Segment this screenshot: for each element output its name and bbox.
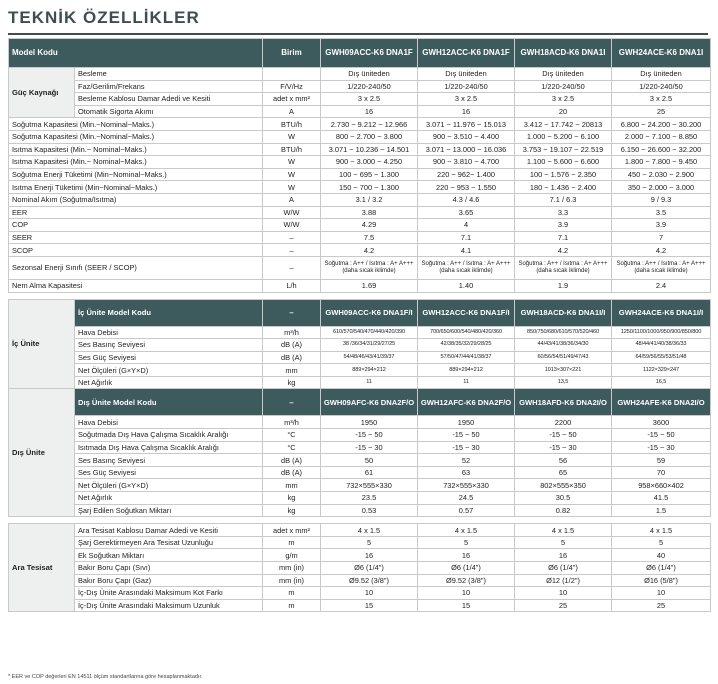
- table-row: [9, 156, 711, 169]
- row-value: 0.53: [321, 504, 418, 517]
- row-unit: W: [263, 181, 321, 194]
- row-value: 60/56/54/51/49/47/43: [515, 351, 612, 364]
- row-label: Bakır Boru Çapı (Sıvı): [75, 562, 263, 575]
- row-value: 958×660×402: [612, 479, 711, 492]
- row-value: Ø9.52 (3/8"): [321, 574, 418, 587]
- row-value: 3.5: [612, 206, 711, 219]
- row-unit: dB (A): [263, 351, 321, 364]
- row-unit: –: [263, 256, 321, 279]
- row-value: 70: [612, 466, 711, 479]
- row-value: 3.88: [321, 206, 418, 219]
- row-unit: m: [263, 536, 321, 549]
- row-unit: F/V/Hz: [263, 80, 321, 93]
- table-row: [9, 549, 711, 562]
- row-label: Bakır Boru Çapı (Gaz): [75, 574, 263, 587]
- row-label: Besleme: [75, 68, 263, 81]
- table-row: [9, 244, 711, 257]
- table-row: [9, 181, 711, 194]
- row-value: 800 ~ 2.700 ~ 3.800: [321, 130, 418, 143]
- row-value: 48/44/41/40/38/36/33: [612, 339, 711, 352]
- row-unit: –: [263, 231, 321, 244]
- row-value: 7.1 / 6.3: [515, 193, 612, 206]
- header-model: GWH18ACD-K6 DNA1I: [515, 39, 612, 68]
- row-label: Isıtma Kapasitesi (Min.~ Nominal~Maks.): [9, 156, 263, 169]
- row-value: 3.9: [612, 219, 711, 232]
- table-row: [9, 429, 711, 442]
- row-label: Hava Debisi: [75, 416, 263, 429]
- row-value: 1122×329×247: [612, 364, 711, 377]
- row-value: 4.1: [418, 244, 515, 257]
- row-value: 4 x 1.5: [612, 524, 711, 537]
- row-value: 3.071 ~ 13.000 ~ 16.036: [418, 143, 515, 156]
- table-row: [9, 168, 711, 181]
- table-row: [9, 118, 711, 131]
- row-value: 7: [612, 231, 711, 244]
- row-unit: [263, 68, 321, 81]
- row-label: Ek Soğutkan Miktarı: [75, 549, 263, 562]
- footnote: * EER ve COP değerleri EN 14511 ölçüm standartlarına göre hesaplanmaktadır.: [8, 674, 203, 680]
- table-row: [9, 441, 711, 454]
- table-row: [9, 143, 711, 156]
- row-value: 900 ~ 3.510 ~ 4.400: [418, 130, 515, 143]
- group-label: İç Ünite: [9, 299, 75, 389]
- row-value: 100 ~ 1.576 ~ 2.350: [515, 168, 612, 181]
- row-value: 850/750/680/610/570/520/460: [515, 326, 612, 339]
- row-unit: m: [263, 587, 321, 600]
- row-value: 3 x 2.5: [515, 93, 612, 106]
- table-row: [9, 219, 711, 232]
- row-value: 4.2: [612, 244, 711, 257]
- row-unit: m³/h: [263, 326, 321, 339]
- row-value: 44/43/41/38/36/34/30: [515, 339, 612, 352]
- row-value: 41.5: [612, 492, 711, 505]
- row-value: 2.730 ~ 9.212 ~ 12.966: [321, 118, 418, 131]
- row-value: 5: [515, 536, 612, 549]
- row-value: Soğutma : A++ / Isıtma : A+ A+++ (daha sıcak iklimde): [321, 256, 418, 279]
- row-value: 25: [515, 599, 612, 612]
- row-value: Soğutma : A++ / Isıtma : A+ A+++ (daha sıcak iklimde): [612, 256, 711, 279]
- row-value: 1950: [321, 416, 418, 429]
- unit-model: GWH18ACD-K6 DNA1I/I: [515, 299, 612, 326]
- row-label: Hava Debisi: [75, 326, 263, 339]
- row-value: Dış üniteden: [612, 68, 711, 81]
- table-row: [9, 80, 711, 93]
- unit-model: GWH12ACC-K6 DNA1F/I: [418, 299, 515, 326]
- row-value: 4.3 / 4.6: [418, 193, 515, 206]
- row-value: 57/50/47/44/41/38/37: [418, 351, 515, 364]
- row-value: 59: [612, 454, 711, 467]
- row-value: 4 x 1.5: [321, 524, 418, 537]
- row-label: Ses Güç Seviyesi: [75, 351, 263, 364]
- spacer-row: [9, 292, 711, 299]
- table-row: [9, 130, 711, 143]
- row-unit: kg: [263, 504, 321, 517]
- row-value: 1950: [418, 416, 515, 429]
- row-value: -15 ~ 50: [418, 429, 515, 442]
- row-value: 450 ~ 2.030 ~ 2.900: [612, 168, 711, 181]
- table-row: [9, 479, 711, 492]
- row-label: Şarj Gerektirmeyen Ara Tesisat Uzunluğu: [75, 536, 263, 549]
- table-row: [9, 351, 711, 364]
- row-value: -15 ~ 30: [612, 441, 711, 454]
- row-value: 732×555×330: [418, 479, 515, 492]
- row-value: Ø12 (1/2"): [515, 574, 612, 587]
- table-row: [9, 587, 711, 600]
- table-row: [9, 364, 711, 377]
- row-value: 1.9: [515, 279, 612, 292]
- row-label: Isıtma Enerji Tüketimi (Min~Nominal~Maks.): [9, 181, 263, 194]
- row-unit: °C: [263, 429, 321, 442]
- row-label: Ses Basınç Seviyesi: [75, 454, 263, 467]
- row-unit: W/W: [263, 219, 321, 232]
- row-unit: kg: [263, 492, 321, 505]
- row-value: 7.5: [321, 231, 418, 244]
- row-value: 5: [321, 536, 418, 549]
- row-value: 16: [418, 105, 515, 118]
- table-row: [9, 193, 711, 206]
- row-value: 61: [321, 466, 418, 479]
- row-label: İç-Dış Ünite Arasındaki Maksimum Kot Farkı: [75, 587, 263, 600]
- row-value: 20: [515, 105, 612, 118]
- spacer-row: [9, 517, 711, 524]
- row-value: Soğutma : A++ / Isıtma : A+ A+++ (daha sıcak iklimde): [515, 256, 612, 279]
- row-value: 700/650/600/540/480/420/360: [418, 326, 515, 339]
- row-unit: W/W: [263, 206, 321, 219]
- row-label: SCOP: [9, 244, 263, 257]
- row-value: 0.57: [418, 504, 515, 517]
- table-row: [9, 231, 711, 244]
- row-value: 150 ~ 700 ~ 1.300: [321, 181, 418, 194]
- row-value: Dış üniteden: [321, 68, 418, 81]
- unit-model: GWH24AFE-K6 DNA2I/O: [612, 389, 711, 416]
- row-value: 6.800 ~ 24.200 ~ 30.200: [612, 118, 711, 131]
- row-unit: W: [263, 156, 321, 169]
- row-label: Soğutma Enerji Tüketimi (Min~Nominal~Maks.): [9, 168, 263, 181]
- row-label: Isıtmada Dış Hava Çalışma Sıcaklık Aralığı: [75, 441, 263, 454]
- row-value: 63: [418, 466, 515, 479]
- row-value: 5: [418, 536, 515, 549]
- row-value: 23.5: [321, 492, 418, 505]
- row-value: -15 ~ 30: [418, 441, 515, 454]
- row-value: 220 ~ 962~ 1.400: [418, 168, 515, 181]
- row-value: 1013×307×221: [515, 364, 612, 377]
- row-value: 3600: [612, 416, 711, 429]
- row-value: 6.150 ~ 26.600 ~ 32.200: [612, 143, 711, 156]
- row-value: 64/59/56/55/53/51/48: [612, 351, 711, 364]
- row-label: Net Ölçüleri (G×Y×D): [75, 364, 263, 377]
- row-value: 3.071 ~ 11.976 ~ 15.013: [418, 118, 515, 131]
- row-label: Ses Güç Seviyesi: [75, 466, 263, 479]
- row-value: 2.4: [612, 279, 711, 292]
- spacer: [9, 517, 711, 524]
- row-value: 5: [612, 536, 711, 549]
- row-value: 1/220-240/50: [612, 80, 711, 93]
- row-value: 7.1: [515, 231, 612, 244]
- row-value: 11: [418, 376, 515, 389]
- row-label: EER: [9, 206, 263, 219]
- spacer: [9, 292, 711, 299]
- row-value: Ø6 (1/4"): [418, 562, 515, 575]
- row-label: Ses Basınç Seviyesi: [75, 339, 263, 352]
- table-row: [9, 279, 711, 292]
- row-value: 4: [418, 219, 515, 232]
- row-value: 2.000 ~ 7.100 ~ 8.850: [612, 130, 711, 143]
- row-value: Ø6 (1/4"): [515, 562, 612, 575]
- row-value: 16: [321, 105, 418, 118]
- row-label: Nem Alma Kapasitesi: [9, 279, 263, 292]
- row-value: -15 ~ 30: [515, 441, 612, 454]
- row-value: 3.412 ~ 17.742 ~ 20813: [515, 118, 612, 131]
- table-row: [9, 492, 711, 505]
- row-unit: A: [263, 193, 321, 206]
- table-row: [9, 562, 711, 575]
- row-value: -15 ~ 30: [321, 441, 418, 454]
- row-label: Net Ağırlık: [75, 492, 263, 505]
- row-value: 25: [612, 599, 711, 612]
- row-value: 16: [515, 549, 612, 562]
- page-title: TEKNİK ÖZELLİKLER: [8, 8, 200, 27]
- row-value: 16: [321, 549, 418, 562]
- header-unit: Birim: [263, 39, 321, 68]
- row-value: 1.800 ~ 7.800 ~ 9.450: [612, 156, 711, 169]
- unit-header-row: [9, 299, 711, 326]
- header-model-code: Model Kodu: [9, 39, 263, 68]
- row-value: 1250/1100/1000/950/900/850/800: [612, 326, 711, 339]
- row-value: 4 x 1.5: [515, 524, 612, 537]
- row-value: 3.65: [418, 206, 515, 219]
- row-value: 1.000 ~ 5.200 ~ 6.100: [515, 130, 612, 143]
- unit-model: GWH24ACE-K6 DNA1I/I: [612, 299, 711, 326]
- row-unit: –: [263, 244, 321, 257]
- table-row: [9, 504, 711, 517]
- row-value: 900 ~ 3.000 ~ 4.250: [321, 156, 418, 169]
- row-label: Isıtma Kapasitesi (Min.~ Nominal~Maks.): [9, 143, 263, 156]
- row-value: 1.5: [612, 504, 711, 517]
- row-label: Soğutma Kapasitesi (Min.~Nominal~Maks.): [9, 130, 263, 143]
- row-value: 3 x 2.5: [321, 93, 418, 106]
- row-value: Ø6 (1/4"): [321, 562, 418, 575]
- row-unit: mm (in): [263, 562, 321, 575]
- unit-model-header: Dış Ünite Model Kodu: [75, 389, 263, 416]
- row-value: 3.1 / 3.2: [321, 193, 418, 206]
- table-row: [9, 339, 711, 352]
- seasonal-row: [9, 256, 711, 279]
- row-value: 1/220-240/50: [418, 80, 515, 93]
- row-value: 4.29: [321, 219, 418, 232]
- row-value: 10: [612, 587, 711, 600]
- group-label: Dış Ünite: [9, 389, 75, 517]
- row-value: 3 x 2.5: [418, 93, 515, 106]
- group-label: Ara Tesisat: [9, 524, 75, 612]
- row-value: 900 ~ 3.810 ~ 4.700: [418, 156, 515, 169]
- row-unit: m: [263, 599, 321, 612]
- header-model: GWH24ACE-K6 DNA1I: [612, 39, 711, 68]
- row-unit: dB (A): [263, 454, 321, 467]
- row-value: 11: [321, 376, 418, 389]
- table-row: [9, 326, 711, 339]
- row-unit: dB (A): [263, 466, 321, 479]
- row-value: 42/38/35/32/29/28/25: [418, 339, 515, 352]
- title-divider: [8, 33, 708, 35]
- row-value: 52: [418, 454, 515, 467]
- row-label: Net Ağırlık: [75, 376, 263, 389]
- row-value: 802×555×350: [515, 479, 612, 492]
- row-label: COP: [9, 219, 263, 232]
- unit-model: GWH18AFD-K6 DNA2I/O: [515, 389, 612, 416]
- row-unit: dB (A): [263, 339, 321, 352]
- row-unit: adet x mm²: [263, 524, 321, 537]
- row-label: Soğutmada Dış Hava Çalışma Sıcaklık Aralığı: [75, 429, 263, 442]
- table-header-row: [9, 39, 711, 68]
- row-value: 16: [418, 549, 515, 562]
- row-label: SEER: [9, 231, 263, 244]
- row-value: 2200: [515, 416, 612, 429]
- table-row: [9, 93, 711, 106]
- row-unit: adet x mm²: [263, 93, 321, 106]
- row-value: 7.1: [418, 231, 515, 244]
- table-row: [9, 536, 711, 549]
- row-value: 16,5: [612, 376, 711, 389]
- row-value: 65: [515, 466, 612, 479]
- row-unit: mm: [263, 479, 321, 492]
- row-value: 13,5: [515, 376, 612, 389]
- unit-model-unit: –: [263, 389, 321, 416]
- row-unit: A: [263, 105, 321, 118]
- row-value: 889×294×212: [418, 364, 515, 377]
- row-unit: BTU/h: [263, 118, 321, 131]
- row-value: 4.2: [515, 244, 612, 257]
- row-value: 3.3: [515, 206, 612, 219]
- row-unit: g/m: [263, 549, 321, 562]
- row-label: Sezonsal Enerji Sınıfı (SEER / SCOP): [9, 256, 263, 279]
- row-unit: mm: [263, 364, 321, 377]
- unit-model: GWH09AFC-K6 DNA2F/O: [321, 389, 418, 416]
- row-value: 3 x 2.5: [612, 93, 711, 106]
- row-value: -15 ~ 50: [321, 429, 418, 442]
- table-row: [9, 206, 711, 219]
- row-value: 3.753 ~ 19.107 ~ 22.519: [515, 143, 612, 156]
- unit-header-row: [9, 389, 711, 416]
- row-value: 15: [321, 599, 418, 612]
- row-unit: kg: [263, 376, 321, 389]
- row-value: 3.071 ~ 10.236 ~ 14.501: [321, 143, 418, 156]
- table-row: [9, 416, 711, 429]
- row-value: 4 x 1.5: [418, 524, 515, 537]
- row-label: İç-Dış Ünite Arasındaki Maksimum Uzunluk: [75, 599, 263, 612]
- row-label: Besleme Kablosu Damar Adedi ve Kesiti: [75, 93, 263, 106]
- row-value: 180 ~ 1.436 ~ 2.400: [515, 181, 612, 194]
- table-row: [9, 524, 711, 537]
- row-value: Ø16 (5/8"): [612, 574, 711, 587]
- row-value: -15 ~ 50: [612, 429, 711, 442]
- unit-model: GWH12AFC-K6 DNA2F/O: [418, 389, 515, 416]
- row-value: 220 ~ 953 ~ 1.550: [418, 181, 515, 194]
- row-value: Dış üniteden: [515, 68, 612, 81]
- row-label: Otomatik Sigorta Akımı: [75, 105, 263, 118]
- table-row: [9, 376, 711, 389]
- row-unit: mm (in): [263, 574, 321, 587]
- row-label: Faz/Gerilim/Frekans: [75, 80, 263, 93]
- row-value: 56: [515, 454, 612, 467]
- row-value: 10: [321, 587, 418, 600]
- row-value: 38 /36/34/31/29/27/25: [321, 339, 418, 352]
- row-label: Şarj Edilen Soğutkan Miktarı: [75, 504, 263, 517]
- row-unit: W: [263, 130, 321, 143]
- row-value: 0.82: [515, 504, 612, 517]
- row-value: 50: [321, 454, 418, 467]
- table-row: [9, 466, 711, 479]
- table-row: [9, 68, 711, 81]
- table-row: [9, 574, 711, 587]
- row-value: 4.2: [321, 244, 418, 257]
- table-row: [9, 599, 711, 612]
- unit-model-unit: –: [263, 299, 321, 326]
- row-value: 24.5: [418, 492, 515, 505]
- row-value: 40: [612, 549, 711, 562]
- row-value: 350 ~ 2.000 ~ 3.000: [612, 181, 711, 194]
- row-unit: L/h: [263, 279, 321, 292]
- row-value: 54/48/46/43/41/39/37: [321, 351, 418, 364]
- table-row: [9, 105, 711, 118]
- row-label: Soğutma Kapasitesi (Min.~Nominal~Maks.): [9, 118, 263, 131]
- row-value: 1/220-240/50: [515, 80, 612, 93]
- row-value: 3.9: [515, 219, 612, 232]
- row-value: 1/220-240/50: [321, 80, 418, 93]
- unit-model: GWH09ACC-K6 DNA1F/I: [321, 299, 418, 326]
- row-value: 15: [418, 599, 515, 612]
- row-value: 10: [418, 587, 515, 600]
- row-value: 1.100 ~ 5.600 ~ 6.600: [515, 156, 612, 169]
- header-model: GWH09ACC-K6 DNA1F: [321, 39, 418, 68]
- row-value: 732×555×330: [321, 479, 418, 492]
- row-value: 10: [515, 587, 612, 600]
- row-label: Ara Tesisat Kablosu Damar Adedi ve Kesiti: [75, 524, 263, 537]
- row-value: 9 / 9.3: [612, 193, 711, 206]
- row-value: 1.69: [321, 279, 418, 292]
- row-unit: W: [263, 168, 321, 181]
- row-value: 1.40: [418, 279, 515, 292]
- row-label: Net Ölçüleri (G×Y×D): [75, 479, 263, 492]
- header-model: GWH12ACC-K6 DNA1F: [418, 39, 515, 68]
- row-value: 889×294×212: [321, 364, 418, 377]
- spec-table: [8, 38, 711, 612]
- row-value: Ø6 (1/4"): [612, 562, 711, 575]
- row-unit: BTU/h: [263, 143, 321, 156]
- unit-model-header: İç Ünite Model Kodu: [75, 299, 263, 326]
- row-label: Nominal Akım (Soğutma/Isıtma): [9, 193, 263, 206]
- table-row: [9, 454, 711, 467]
- row-unit: °C: [263, 441, 321, 454]
- row-value: -15 ~ 50: [515, 429, 612, 442]
- row-value: 25: [612, 105, 711, 118]
- row-value: 610/570/540/470/440/420/390: [321, 326, 418, 339]
- row-value: 30.5: [515, 492, 612, 505]
- row-value: Soğutma : A++ / Isıtma : A+ A+++ (daha sıcak iklimde): [418, 256, 515, 279]
- row-value: Ø9.52 (3/8"): [418, 574, 515, 587]
- row-value: Dış üniteden: [418, 68, 515, 81]
- group-label: Güç Kaynağı: [9, 68, 75, 118]
- row-value: 100 ~ 695 ~ 1.300: [321, 168, 418, 181]
- row-unit: m³/h: [263, 416, 321, 429]
